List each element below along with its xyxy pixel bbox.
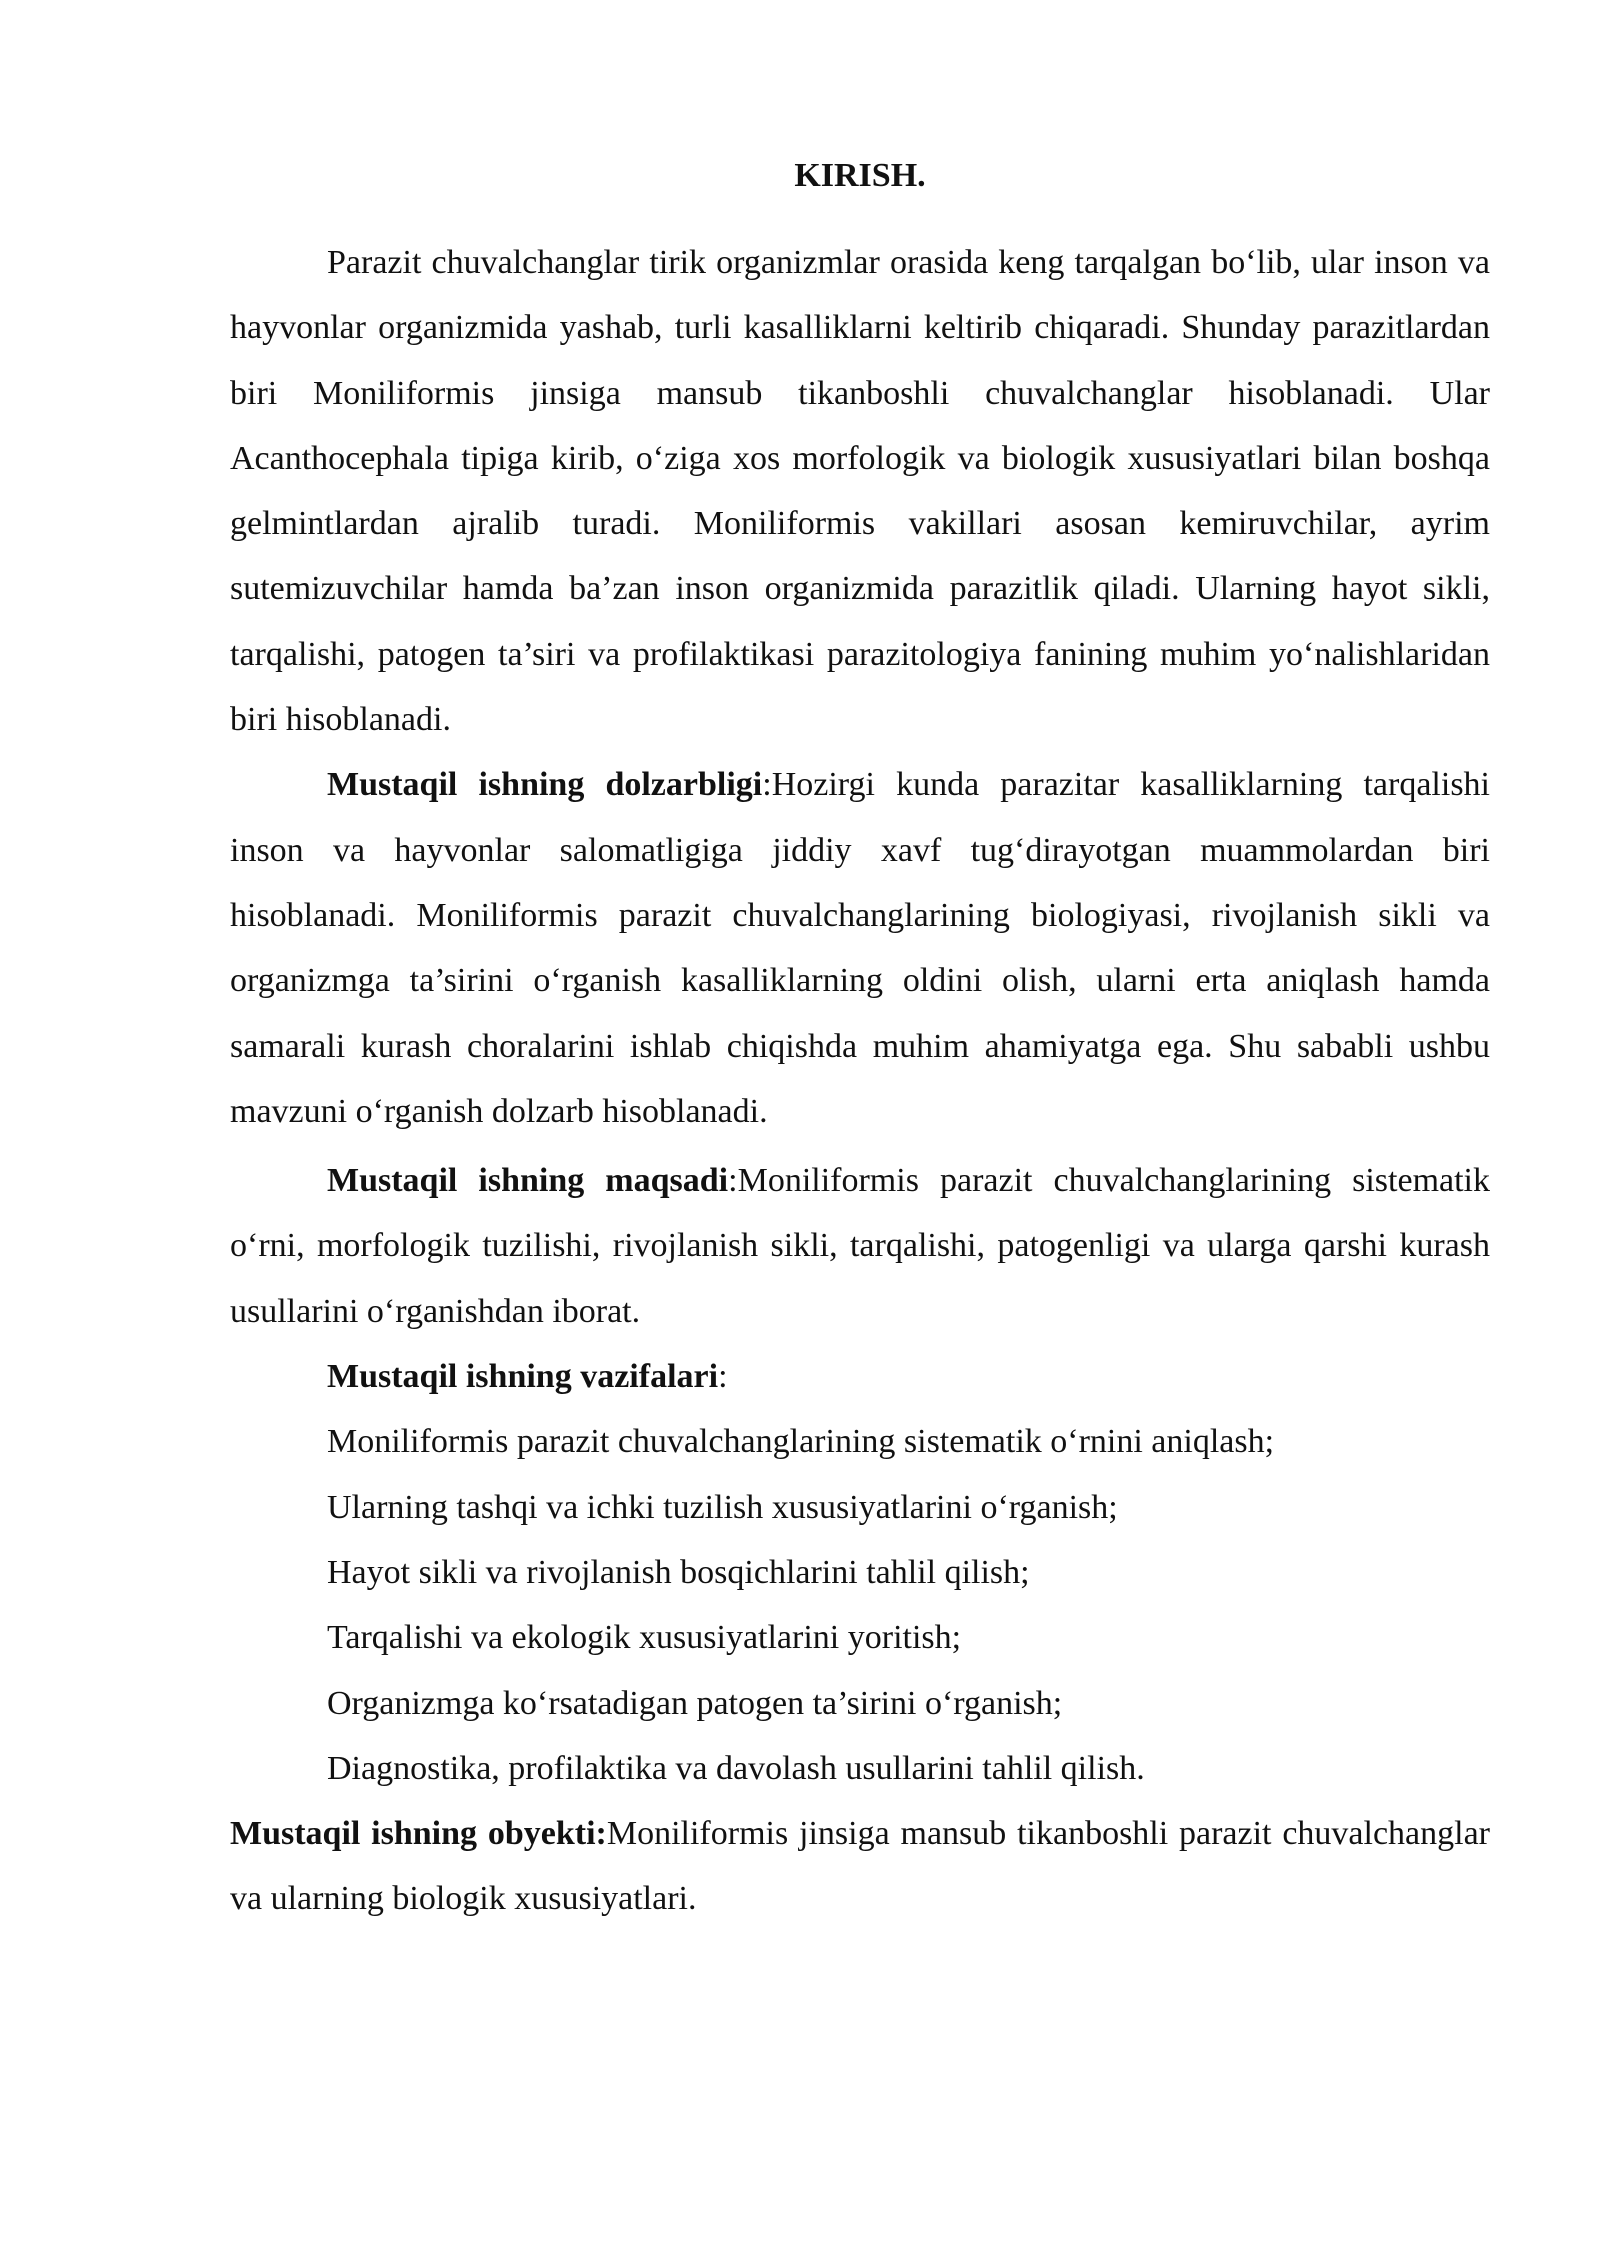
- page-title: KIRISH.: [794, 157, 926, 194]
- object-text: Moniliformis jinsiga mansub tikanboshli parazit chuvalchanglar va ularning biologik xususiyatlari.: [230, 1815, 1490, 1918]
- goal-label: Mustaqil ishning maqsadi: [327, 1162, 729, 1200]
- tasks-heading: [230, 1344, 1490, 1409]
- intro-paragraph: Parazit chuvalchanglar tirik organizmlar orasida keng tarqalgan bo‘lib, ular inson va hayvonlar organizmida yashab, turli kasalliklarni keltirib chiqaradi. Shunday parazitlardan biri Moniliformis jinsiga mansub tikanboshli chuvalchanglar hisoblanadi. Ular Acanthocephala tipiga kirib, o‘ziga xos morfologik va biologik xususiyatlari bilan boshqa gelmintlardan ajralib turadi. Moniliformis vakillari asosan kemiruvchilar, ayrim sutemizuvchilar hamda ba’zan inson organizmida parazitlik qiladi. Ularning hayot sikli, tarqalishi, patogen ta’siri va profilaktikasi parazitologiya fanining muhim yo‘nalishlaridan biri hisoblanadi.: [230, 244, 1490, 739]
- relevance-text: :Hozirgi kunda parazitar kasalliklarning tarqalishi inson va hayvonlar salomatligiga jiddiy xavf tug‘dirayotgan muammolardan biri hisoblanadi. Moniliformis parazit chuvalchanglarining biologiyasi, rivojlanish sikli va organizmga ta’sirini o‘rganish kasalliklarning oldini olish, ularni erta aniqlash hamda samarali kurash choralarini ishlab chiqishda muhim ahamiyatga ega. Shu sababli ushbu mavzuni o‘rganish dolzarb hisoblanadi.: [230, 766, 1491, 1130]
- task-item-2: Ularning tashqi va ichki tuzilish xususiyatlarini o‘rganish;: [327, 1488, 1118, 1526]
- goal-text: :Moniliformis parazit chuvalchanglarining sistematik o‘rni, morfologik tuzilishi, rivojlanish sikli, tarqalishi, patogenligi va ularga qarshi kurash usullarini o‘rganishdan iborat.: [230, 1162, 1491, 1330]
- title-block: [230, 150, 1490, 230]
- relevance-paragraph: [230, 752, 1490, 1144]
- object-paragraph: [230, 1801, 1490, 1932]
- relevance-label: Mustaqil ishning dolzarbligi: [327, 766, 763, 804]
- task-item-3: Hayot sikli va rivojlanish bosqichlarini tahlil qilish;: [327, 1553, 1030, 1591]
- task-item-6: Diagnostika, profilaktika va davolash usullarini tahlil qilish.: [327, 1749, 1145, 1787]
- task-item-4: Tarqalishi va ekologik xususiyatlarini yoritish;: [327, 1619, 962, 1657]
- document-body: [230, 150, 1490, 1932]
- object-label: Mustaqil ishning obyekti:: [230, 1815, 607, 1853]
- goal-paragraph: [230, 1148, 1490, 1344]
- task-item-1: Moniliformis parazit chuvalchanglarining sistematik o‘rnini aniqlash;: [327, 1423, 1275, 1461]
- tasks-colon: :: [718, 1358, 728, 1396]
- tasks-label: Mustaqil ishning vazifalari: [327, 1358, 719, 1396]
- task-item-5: Organizmga ko‘rsatadigan patogen ta’sirini o‘rganish;: [327, 1684, 1063, 1722]
